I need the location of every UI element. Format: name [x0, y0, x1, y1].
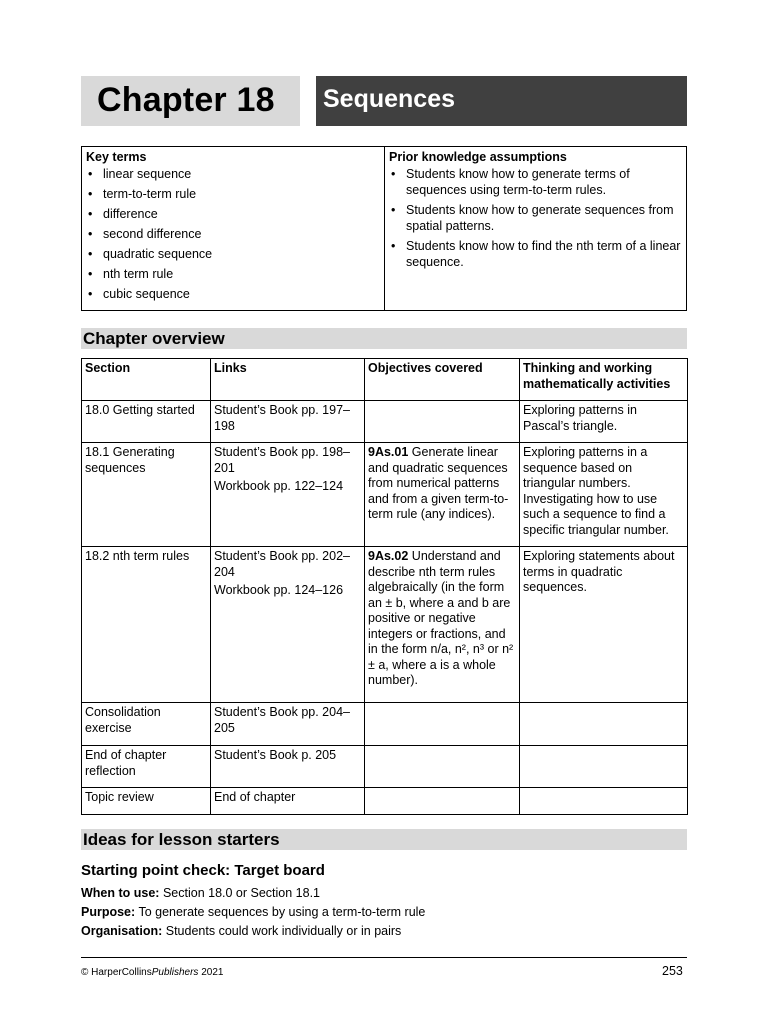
- section-cell: Consolidation exercise: [82, 703, 211, 746]
- links-cell: [211, 703, 365, 746]
- activities-cell: [520, 746, 688, 788]
- links-cell: [211, 443, 365, 547]
- link-text: Student’s Book pp. 198–201: [214, 445, 350, 475]
- link-text: Student’s Book p. 205: [214, 748, 337, 762]
- key-term-item: • nth term rule: [86, 267, 380, 283]
- footer-divider: [81, 957, 687, 958]
- key-term-item: • linear sequence: [86, 167, 380, 183]
- links-cell: [211, 547, 365, 703]
- prior-knowledge-item: • Students know how to find the nth term of a linear sequence.: [389, 239, 682, 270]
- key-term-item: • difference: [86, 207, 380, 223]
- objectives-cell: [365, 401, 520, 443]
- activities-cell: [520, 703, 688, 746]
- starter-subheading: Starting point check: Target board: [81, 862, 325, 879]
- section-cell: 18.0 Getting started: [82, 401, 211, 443]
- activities-cell: [520, 788, 688, 815]
- key-term-item: • second difference: [86, 227, 380, 243]
- purpose-label: Purpose:: [81, 905, 136, 919]
- key-term-item: • quadratic sequence: [86, 247, 380, 263]
- chapter-overview-heading: Chapter overview: [83, 329, 225, 348]
- key-term-item: • cubic sequence: [86, 287, 380, 303]
- objectives-cell: [365, 703, 520, 746]
- objective-text: Generate linear and quadratic sequences from numerical patterns and from a given term-to-term rule (any indices).: [368, 445, 509, 521]
- table-row: [82, 746, 688, 788]
- key-terms-table: [81, 146, 687, 311]
- key-terms-heading: Key terms: [86, 150, 147, 164]
- objectives-cell: [365, 443, 520, 547]
- links-cell: [211, 788, 365, 815]
- links-cell: [211, 401, 365, 443]
- key-term-item: • term-to-term rule: [86, 187, 380, 203]
- prior-knowledge-list: [389, 167, 682, 270]
- table-row: [82, 788, 688, 815]
- objectives-cell: [365, 788, 520, 815]
- column-header: Links: [211, 359, 365, 401]
- footer-copyright: [81, 967, 223, 979]
- link-text: Student’s Book pp. 202–204: [214, 549, 350, 579]
- column-header: Section: [82, 359, 211, 401]
- objectives-cell: [365, 547, 520, 703]
- objective-text: Understand and describe nth term rules algebraically (in the form an ± b, where a and b are positive or negative integers or fractions, and in the form n/a, n², n³ or n² ± a, where a is a whole number).: [368, 549, 514, 687]
- when-value: Section 18.0 or Section 18.1: [162, 886, 321, 900]
- copyright-publishers: Publishers: [151, 967, 199, 978]
- activities-cell: Exploring patterns in Pascal’s triangle.: [520, 401, 688, 443]
- copyright-text: © HarperCollins: [81, 967, 152, 978]
- objective-code: 9As.02: [368, 549, 409, 563]
- objectives-cell: [365, 746, 520, 788]
- organisation-line: [81, 924, 401, 939]
- organisation-label: Organisation:: [81, 924, 163, 938]
- link-text: Workbook pp. 124–126: [214, 583, 344, 597]
- prior-knowledge-item: • Students know how to generate terms of sequences using term-to-term rules.: [389, 167, 682, 198]
- column-header: Objectives covered: [365, 359, 520, 401]
- lesson-starters-heading: Ideas for lesson starters: [83, 830, 280, 849]
- activities-cell: Exploring patterns in a sequence based on triangular numbers. Investigating how to use such a sequence to find a specific triangular number.: [520, 443, 688, 547]
- activities-cell: Exploring statements about terms in quadratic sequences.: [520, 547, 688, 703]
- chapter-overview-table: [81, 358, 688, 815]
- objective-code: 9As.01: [368, 445, 409, 459]
- prior-knowledge-heading: Prior knowledge assumptions: [389, 150, 567, 164]
- link-text: End of chapter: [214, 790, 296, 804]
- table-header-row: [82, 359, 688, 401]
- copyright-year: 2021: [201, 967, 224, 978]
- table-row: [82, 703, 688, 746]
- prior-knowledge-item: • Students know how to generate sequences from spatial patterns.: [389, 203, 682, 234]
- column-header: Thinking and working mathematically activities: [520, 359, 688, 401]
- when-label: When to use:: [81, 886, 160, 900]
- prior-knowledge-column: [385, 147, 686, 310]
- purpose-line: [81, 905, 425, 920]
- section-cell: End of chapter reflection: [82, 746, 211, 788]
- link-text: Student’s Book pp. 197–198: [214, 403, 350, 433]
- chapter-label: Chapter 18: [97, 81, 275, 119]
- table-row: [82, 401, 688, 443]
- section-cell: 18.2 nth term rules: [82, 547, 211, 703]
- page-number: 253: [662, 964, 683, 978]
- link-text: Student’s Book pp. 204–205: [214, 705, 350, 735]
- section-cell: 18.1 Generating sequences: [82, 443, 211, 547]
- table-row: [82, 443, 688, 547]
- when-to-use-line: [81, 886, 320, 901]
- section-cell: Topic review: [82, 788, 211, 815]
- table-row: [82, 547, 688, 703]
- link-text: Workbook pp. 122–124: [214, 479, 344, 493]
- purpose-value: To generate sequences by using a term-to-term rule: [138, 905, 426, 919]
- links-cell: [211, 746, 365, 788]
- key-terms-column: [82, 147, 385, 310]
- chapter-title: Sequences: [323, 85, 456, 113]
- organisation-value: Students could work individually or in pairs: [165, 924, 402, 938]
- key-terms-list: [86, 167, 380, 303]
